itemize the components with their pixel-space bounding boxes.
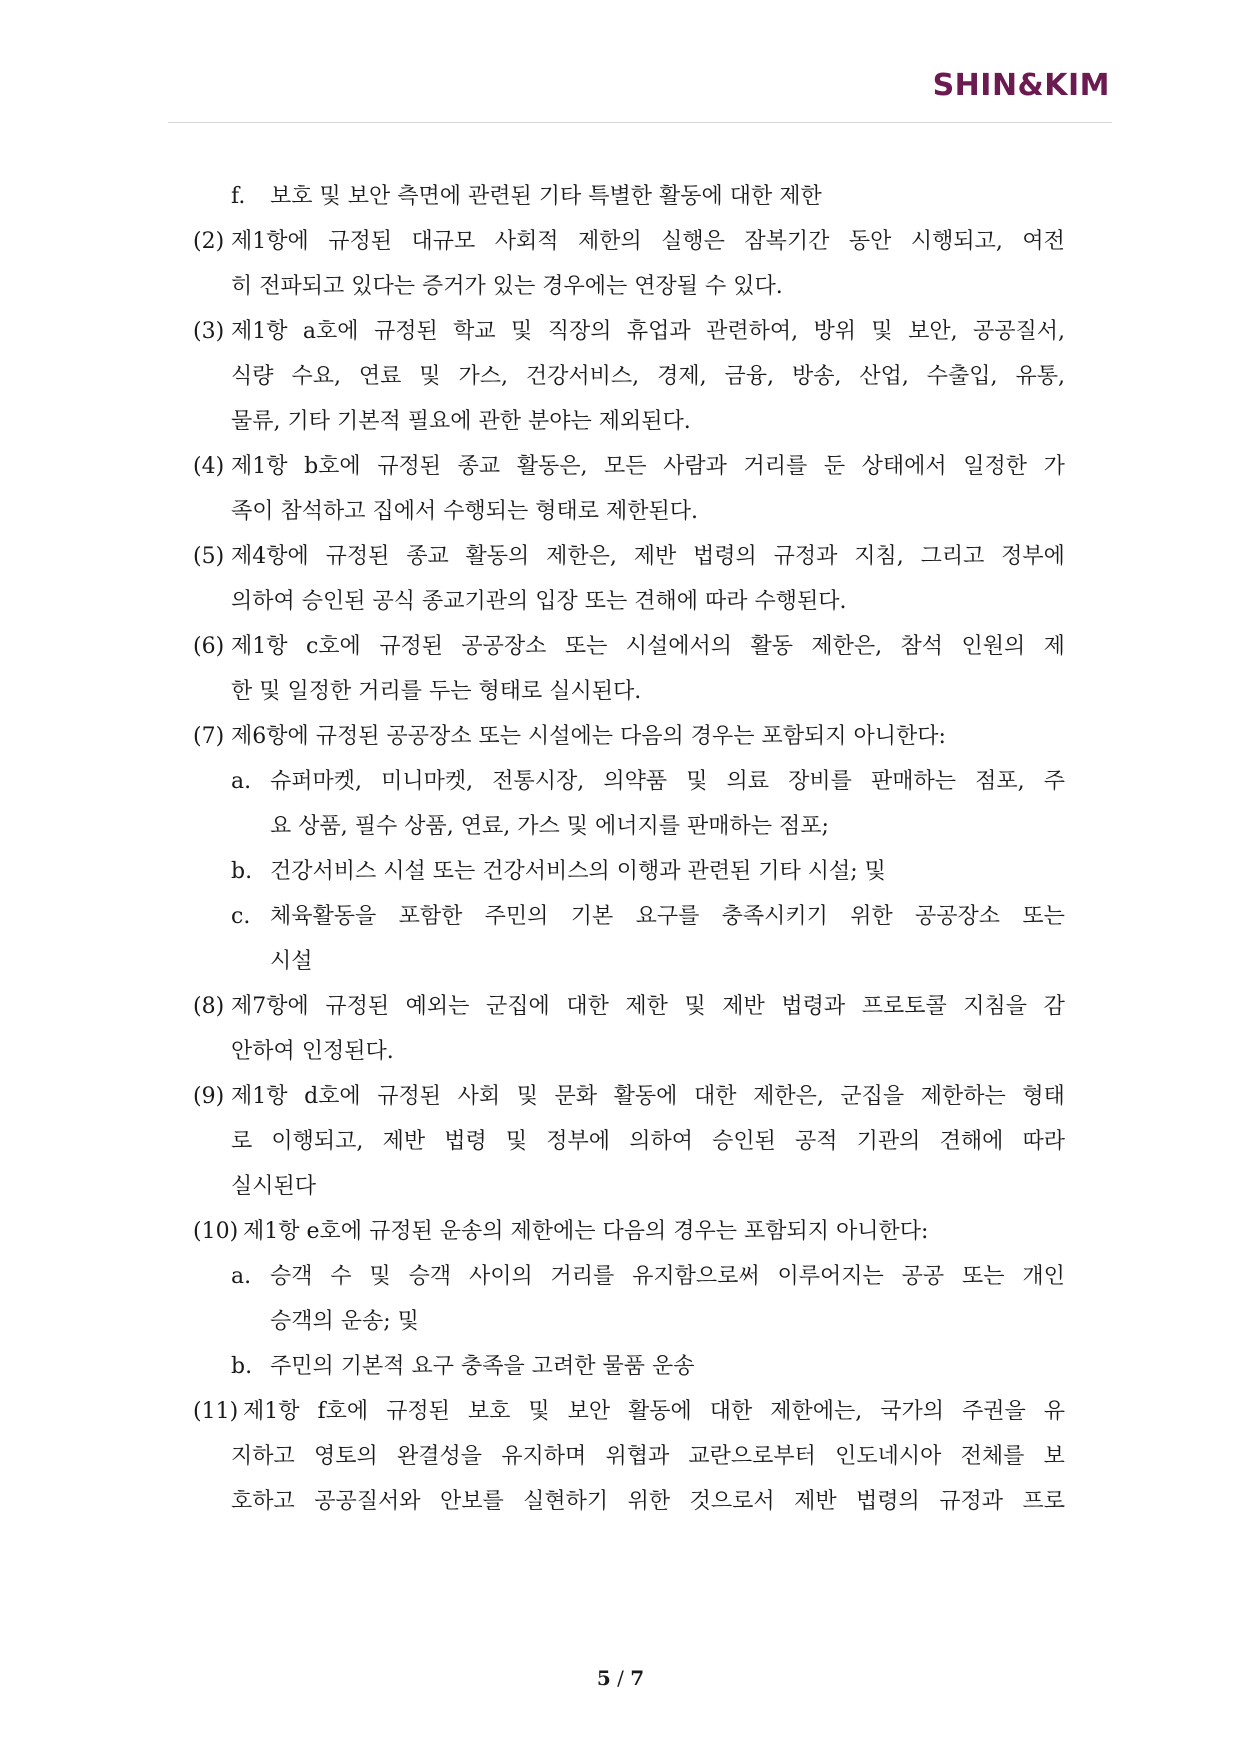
list-marker: (9) [193,1084,225,1109]
clause-line [193,624,1065,669]
list-marker: b. [231,1354,253,1379]
continuation-line [193,399,1065,444]
line-text: 제1항 c호에 규정된 공공장소 또는 시설에서의 활동 제한은, 참석 인원의 제 [231,634,1065,659]
line-text: 제1항 f호에 규정된 보호 및 보안 활동에 대한 제한에는, 국가의 주권을 유 [243,1399,1065,1424]
line-text: 안하여 인정된다. [231,1039,394,1064]
continuation-line [193,264,1065,309]
continuation-line [193,939,1065,984]
page-number [0,1666,1241,1690]
list-marker: b. [231,859,253,884]
sub-item-line [193,1344,1065,1389]
line-text: 건강서비스 시설 또는 건강서비스의 이행과 관련된 기타 시설; 및 [270,859,886,884]
page-separator: / [610,1666,631,1690]
line-text: 족이 참석하고 집에서 수행되는 형태로 제한된다. [231,499,699,524]
clause-line [193,984,1065,1029]
line-text: 식량 수요, 연료 및 가스, 건강서비스, 경제, 금융, 방송, 산업, 수출입, 유통, [231,364,1065,389]
header-divider [168,122,1112,123]
line-text: 한 및 일정한 거리를 두는 형태로 실시된다. [231,679,642,704]
continuation-line [193,354,1065,399]
line-text: 슈퍼마켓, 미니마켓, 전통시장, 의약품 및 의료 장비를 판매하는 점포, 주 [270,769,1065,794]
clause-line [193,219,1065,264]
logo-text: SHIN&KIM [932,68,1110,103]
clause-line [193,534,1065,579]
line-text: 보호 및 보안 측면에 관련된 기타 특별한 활동에 대한 제한 [270,184,822,209]
total-pages: 7 [630,1666,645,1690]
line-text: 제1항 b호에 규정된 종교 활동은, 모든 사람과 거리를 둔 상태에서 일정한 가 [231,454,1065,479]
list-marker: a. [231,769,252,794]
list-marker: a. [231,1264,252,1289]
clause-line [193,444,1065,489]
firm-logo [930,68,1110,103]
continuation-line [193,1119,1065,1164]
line-text: 제1항 e호에 규정된 운송의 제한에는 다음의 경우는 포함되지 아니한다: [243,1219,929,1244]
continuation-line [193,489,1065,534]
clause-line [193,309,1065,354]
line-text: 승객의 운송; 및 [270,1309,419,1334]
clause-line [193,714,1065,759]
continuation-line [193,1434,1065,1479]
list-marker: (10) [193,1219,239,1244]
line-text: 의하여 승인된 공식 종교기관의 입장 또는 견해에 따라 수행된다. [231,589,847,614]
line-text: 체육활동을 포함한 주민의 기본 요구를 충족시키기 위한 공공장소 또는 [270,904,1065,929]
document-body [193,174,1065,1524]
continuation-line [193,1029,1065,1074]
list-marker: (2) [193,229,225,254]
line-text: 주민의 기본적 요구 충족을 고려한 물품 운송 [270,1354,695,1379]
continuation-line [193,1164,1065,1209]
continuation-line [193,1299,1065,1344]
line-text: 제6항에 규정된 공공장소 또는 시설에는 다음의 경우는 포함되지 아니한다: [231,724,946,749]
list-marker: (6) [193,634,225,659]
line-text: 물류, 기타 기본적 필요에 관한 분야는 제외된다. [231,409,691,434]
line-text: 제7항에 규정된 예외는 군집에 대한 제한 및 제반 법령과 프로토콜 지침을 감 [231,994,1065,1019]
line-text: 실시된다 [231,1174,317,1199]
line-text: 지하고 영토의 완결성을 유지하며 위협과 교란으로부터 인도네시아 전체를 보 [231,1444,1065,1469]
continuation-line [193,579,1065,624]
list-marker: (11) [193,1399,239,1424]
line-text: 호하고 공공질서와 안보를 실현하기 위한 것으로서 제반 법령의 규정과 프로 [231,1489,1065,1514]
continuation-line [193,669,1065,714]
list-marker: c. [231,904,251,929]
sub-item-line [193,759,1065,804]
continuation-line [193,804,1065,849]
clause-line [193,1389,1065,1434]
clause-line [193,1074,1065,1119]
line-text: 제1항 a호에 규정된 학교 및 직장의 휴업과 관련하여, 방위 및 보안, 공공질서, [231,319,1065,344]
list-marker: f. [231,184,246,209]
list-marker: (3) [193,319,225,344]
line-text: 히 전파되고 있다는 증거가 있는 경우에는 연장될 수 있다. [231,274,783,299]
sub-item-line [193,174,1065,219]
list-marker: (7) [193,724,225,749]
line-text: 제1항에 규정된 대규모 사회적 제한의 실행은 잠복기간 동안 시행되고, 여전 [231,229,1065,254]
sub-item-line [193,849,1065,894]
line-text: 제1항 d호에 규정된 사회 및 문화 활동에 대한 제한은, 군집을 제한하는 형태 [231,1084,1065,1109]
list-marker: (5) [193,544,225,569]
line-text: 시설 [270,949,313,974]
line-text: 제4항에 규정된 종교 활동의 제한은, 제반 법령의 규정과 지침, 그리고 정부에 [231,544,1065,569]
list-marker: (8) [193,994,225,1019]
line-text: 로 이행되고, 제반 법령 및 정부에 의하여 승인된 공적 기관의 견해에 따라 [231,1129,1065,1154]
continuation-line [193,1479,1065,1524]
line-text: 요 상품, 필수 상품, 연료, 가스 및 에너지를 판매하는 점포; [270,814,829,839]
line-text: 승객 수 및 승객 사이의 거리를 유지함으로써 이루어지는 공공 또는 개인 [270,1264,1065,1289]
sub-item-line [193,1254,1065,1299]
list-marker: (4) [193,454,225,479]
current-page: 5 [596,1666,611,1690]
sub-item-line [193,894,1065,939]
clause-line [193,1209,1065,1254]
